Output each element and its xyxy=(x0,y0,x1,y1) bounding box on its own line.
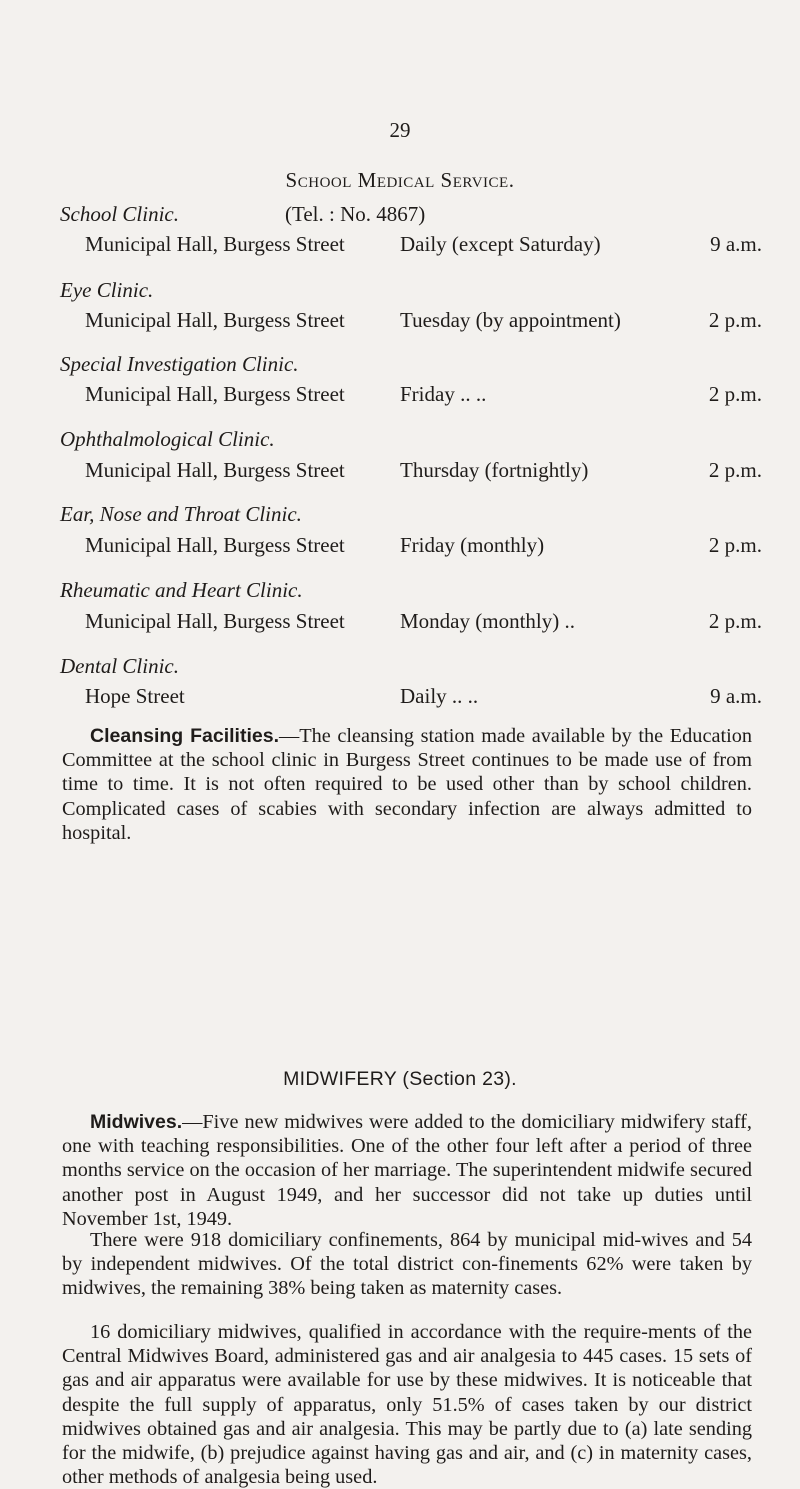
clinic-time: 9 a.m. xyxy=(710,684,762,708)
clinic-time: 9 a.m. xyxy=(710,232,762,256)
paragraph-lead-cleansing: Cleansing Facilities. xyxy=(90,725,279,747)
clinic-day: Monday (monthly) .. xyxy=(400,609,575,633)
clinic-time: 2 p.m. xyxy=(708,308,762,332)
clinic-heading-rheumatic-heart: Rheumatic and Heart Clinic. xyxy=(60,578,303,602)
paragraph-text-cleansing: —The cleansing station made available by the Education Committee at the school clinic in Burgess Street continues to be made use of from time to time. It is not often required to be used other than by school children. Complicated cases of scabies with secondary infection are always admitted to hospital. xyxy=(62,725,752,844)
clinic-day: Thursday (fortnightly) xyxy=(400,458,589,482)
clinic-heading-special-investigation: Special Investigation Clinic. xyxy=(60,352,299,376)
clinic-time: 2 p.m. xyxy=(708,382,762,406)
page-title: School Medical Service. xyxy=(285,168,515,192)
clinic-address: Municipal Hall, Burgess Street xyxy=(85,609,345,633)
clinic-heading-dental: Dental Clinic. xyxy=(60,654,179,678)
clinic-day: Friday (monthly) xyxy=(400,533,545,557)
paragraph-cleansing xyxy=(62,724,752,845)
clinic-day: Daily (except Saturday) xyxy=(400,232,601,256)
paragraph-midwives xyxy=(62,1110,752,1231)
section-heading-midwifery: MIDWIFERY (Section 23). xyxy=(283,1068,517,1090)
clinic-heading-ear-nose-throat: Ear, Nose and Throat Clinic. xyxy=(60,502,302,526)
clinic-address: Municipal Hall, Burgess Street xyxy=(85,308,345,332)
clinic-heading-ophthalmological: Ophthalmological Clinic. xyxy=(60,427,275,451)
clinic-address: Municipal Hall, Burgess Street xyxy=(85,232,345,256)
page-number: 29 xyxy=(389,118,411,142)
clinic-heading-school: School Clinic. xyxy=(60,202,179,226)
clinic-address: Hope Street xyxy=(85,684,185,708)
paragraph-text-midwives: —Five new midwives were added to the domiciliary midwifery staff, one with teaching responsibilities. One of the other four left after a period of three months service on the occasion of her marriage. The superintendent midwife secured another post in August 1949, and her successor did not take up duties until November 1st, 1949. xyxy=(62,1111,752,1230)
paragraph-lead-midwives: Midwives. xyxy=(90,1111,183,1133)
clinic-time: 2 p.m. xyxy=(708,533,762,557)
clinic-address: Municipal Hall, Burgess Street xyxy=(85,382,345,406)
clinic-telephone: (Tel. : No. 4867) xyxy=(285,202,426,226)
clinic-time: 2 p.m. xyxy=(708,458,762,482)
clinic-address: Municipal Hall, Burgess Street xyxy=(85,533,345,557)
clinic-time: 2 p.m. xyxy=(708,609,762,633)
clinic-heading-eye: Eye Clinic. xyxy=(60,278,154,302)
clinic-day: Friday .. .. xyxy=(400,382,487,406)
paragraph-confinements: There were 918 domiciliary confinements, 864 by municipal mid-wives and 54 by independent midwives. Of the total district con-finements 62% were taken by midwives, the remaining 38% being taken as maternity cases. xyxy=(62,1229,752,1300)
clinic-day: Daily .. .. xyxy=(400,684,479,708)
clinic-address: Municipal Hall, Burgess Street xyxy=(85,458,345,482)
clinic-day: Tuesday (by appointment) xyxy=(400,308,621,332)
paragraph-analgesia: 16 domiciliary midwives, qualified in accordance with the require-ments of the Central Midwives Board, administered gas and air analgesia to 445 cases. 15 sets of gas and air apparatus were available for use by these midwives. It is noticeable that despite the full supply of apparatus, only 51.5% of cases taken by our district midwives obtained gas and air analgesia. This may be partly due to (a) late sending for the midwife, (b) prejudice against having gas and air, and (c) in maternity cases, other methods of analgesia being used. xyxy=(62,1321,752,1489)
